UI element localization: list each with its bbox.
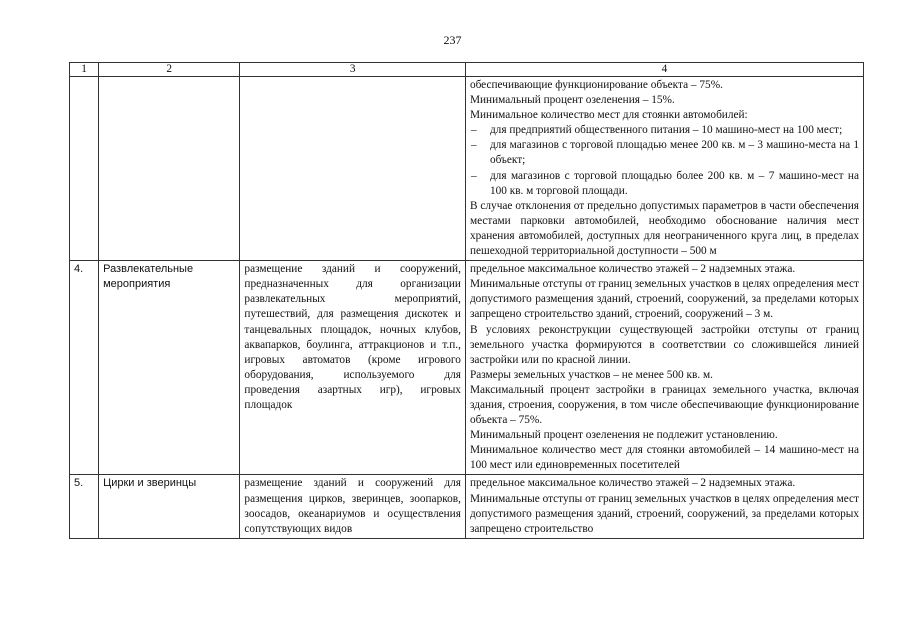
dash-list-item <box>470 138 859 168</box>
table-header-row <box>70 63 864 77</box>
row-number: 5. <box>70 475 99 538</box>
param-paragraph: Минимальные отступы от границ земельных участков в целях определения мест допустимого размещения зданий, строений, сооружений, за пределами которых запрещено строительство <box>469 492 859 535</box>
column-header-3: 3 <box>240 63 466 77</box>
column-header-4: 4 <box>465 63 863 77</box>
param-paragraph: предельное максимальное количество этажей – 2 надземных этажа. <box>469 477 796 490</box>
dash-list-text: для магазинов с торговой площадью менее 200 кв. м – 3 машино-места на 1 объект; <box>489 139 859 167</box>
column-header-1: 1 <box>70 63 99 77</box>
cell-parameters <box>465 261 863 475</box>
table-row-continuation <box>70 77 864 261</box>
cell-parameters <box>465 77 863 261</box>
cell-description <box>240 77 466 261</box>
cell-parameters <box>465 475 863 538</box>
dash-marker: – <box>470 169 477 182</box>
param-paragraph: обеспечивающие функционирование объекта – 75%. <box>469 79 723 91</box>
param-paragraph: Минимальное количество мест для стоянки автомобилей – 14 машино-мест на 100 мест или единовременных посетителей <box>469 444 859 472</box>
table-row-entertainment <box>70 261 864 475</box>
dash-list-text: для предприятий общественного питания – 10 машино-мест на 100 мест; <box>489 124 843 137</box>
row-description: размещение зданий и сооружений для размещения цирков, зверинцев, зоопарков, зоосадов, океанариумов и осуществления сопутствующих видов <box>240 475 466 538</box>
dash-list-text: для магазинов с торговой площадью более 200 кв. м – 7 машино-мест на 100 кв. м торговой площади. <box>489 169 859 197</box>
dash-list-item <box>470 169 859 199</box>
dash-marker: – <box>470 139 477 152</box>
row-title: Развлекательные мероприятия <box>99 261 240 475</box>
param-paragraph: Размеры земельных участков – не менее 500 кв. м. <box>469 368 713 381</box>
param-paragraph: Минимальные отступы от границ земельных участков в целях определения мест допустимого размещения зданий, строений, сооружений, за пределами которых запрещено строительство зданий, строений, сооружений – 3 м. <box>469 278 859 321</box>
row-description: размещение зданий и сооружений, предназначенных для организации развлекательных мероприятий, путешествий, для размещения дискотек и танцевальных площадок, ночных клубов, аквапарков, боулинга, аттракционов и т.п., игровых автоматов (кроме игрового оборудования, используемого для проведения азартных игр), игровых площадок <box>240 261 466 475</box>
dash-list-item <box>470 123 859 138</box>
param-paragraph: предельное максимальное количество этажей – 2 надземных этажа. <box>469 263 796 276</box>
column-header-2: 2 <box>99 63 240 77</box>
param-paragraph: В случае отклонения от предельно допустимых параметров в части обеспечения местами парковки автомобилей, необходимо обоснование наличия мест хранения автомобилей, доступных для неограниченного круга лиц, в пределах пешеходной территориальной доступности – 500 м <box>469 199 859 258</box>
dash-marker: – <box>470 124 477 137</box>
row-title: Цирки и зверинцы <box>99 475 240 538</box>
row-number: 4. <box>70 261 99 475</box>
regulations-table <box>69 62 864 539</box>
param-paragraph: Минимальное количество мест для стоянки автомобилей: <box>469 109 748 122</box>
param-paragraph: Минимальный процент озеленения – 15%. <box>469 94 675 107</box>
param-paragraph: Максимальный процент застройки в границах земельного участка, включая здания, строения, сооружения, в том числе обеспечивающие функционирование объекта – 75%. <box>469 383 859 427</box>
table-row-circus <box>70 475 864 538</box>
cell-name <box>99 77 240 261</box>
page-number: 237 <box>443 33 462 47</box>
param-paragraph: Минимальный процент озеленения не подлежит установлению. <box>469 429 778 442</box>
param-paragraph: В условиях реконструкции существующей застройки отступы от границ земельного участка формируются в соответствии со сложившейся линией застройки или по красной линии. <box>469 323 859 366</box>
cell-number <box>70 77 99 261</box>
